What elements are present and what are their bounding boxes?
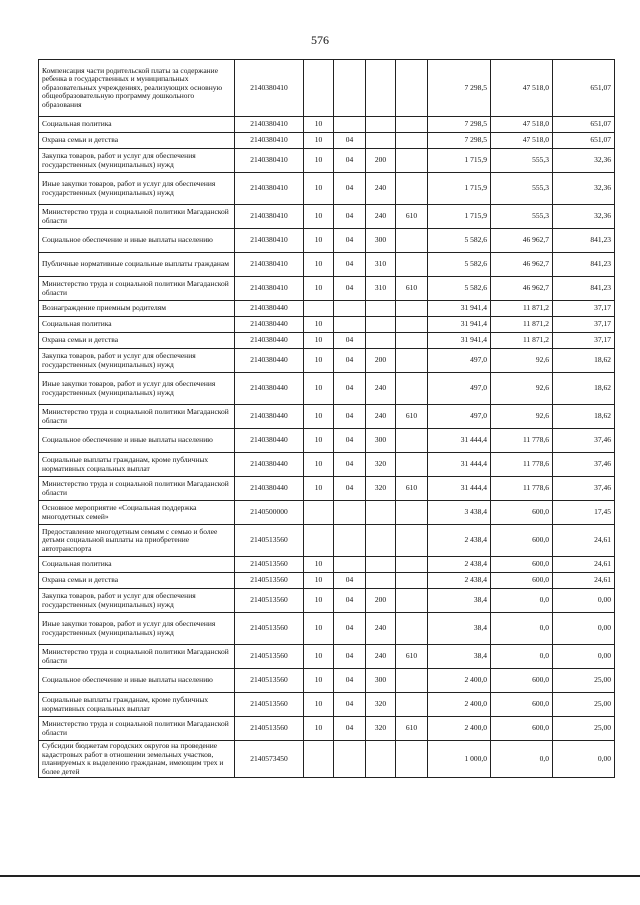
row-section-cell: 10	[304, 349, 334, 373]
table-row	[39, 373, 615, 405]
row-section-cell: 10	[304, 477, 334, 501]
row-code-cell: 2140380410	[235, 253, 304, 277]
row-value-3-cell: 32,36	[553, 205, 615, 229]
row-value-3-cell: 18,62	[553, 405, 615, 429]
row-expense-type-cell	[366, 501, 396, 525]
table-row	[39, 557, 615, 573]
row-value-1-cell: 2 400,0	[428, 669, 491, 693]
row-expense-type-cell	[366, 573, 396, 589]
row-section-cell: 10	[304, 117, 334, 133]
row-expense-type-cell: 240	[366, 613, 396, 645]
row-value-2-cell: 92,6	[491, 349, 553, 373]
row-code-cell: 2140513560	[235, 573, 304, 589]
row-code-cell: 2140380410	[235, 60, 304, 117]
row-subsection-cell: 04	[334, 253, 366, 277]
row-ved-cell: 610	[396, 645, 428, 669]
row-code-cell: 2140380440	[235, 477, 304, 501]
row-value-2-cell: 47 518,0	[491, 133, 553, 149]
row-section-cell: 10	[304, 669, 334, 693]
row-expense-type-cell	[366, 117, 396, 133]
row-ved-cell	[396, 373, 428, 405]
row-code-cell: 2140380410	[235, 117, 304, 133]
row-value-2-cell: 600,0	[491, 557, 553, 573]
bottom-rule	[0, 875, 640, 877]
row-subsection-cell	[334, 741, 366, 778]
row-ved-cell: 610	[396, 717, 428, 741]
row-value-3-cell: 37,46	[553, 453, 615, 477]
row-name-cell: Закупка товаров, работ и услуг для обеспечения государственных (муниципальных) нужд	[39, 349, 235, 373]
row-value-1-cell: 38,4	[428, 613, 491, 645]
row-ved-cell	[396, 60, 428, 117]
row-subsection-cell	[334, 557, 366, 573]
row-expense-type-cell	[366, 741, 396, 778]
row-expense-type-cell: 240	[366, 405, 396, 429]
row-value-3-cell: 37,46	[553, 429, 615, 453]
table-row	[39, 645, 615, 669]
table-row	[39, 317, 615, 333]
row-subsection-cell: 04	[334, 717, 366, 741]
row-expense-type-cell: 240	[366, 205, 396, 229]
table-row	[39, 253, 615, 277]
row-value-3-cell: 841,23	[553, 229, 615, 253]
row-value-1-cell: 31 941,4	[428, 333, 491, 349]
table-row	[39, 133, 615, 149]
row-value-1-cell: 7 298,5	[428, 60, 491, 117]
row-name-cell: Иные закупки товаров, работ и услуг для обеспечения государственных (муниципальных) нужд	[39, 373, 235, 405]
page-number: 576	[311, 33, 329, 47]
row-value-2-cell: 11 778,6	[491, 453, 553, 477]
row-ved-cell	[396, 173, 428, 205]
row-code-cell: 2140380410	[235, 205, 304, 229]
row-value-1-cell: 1 715,9	[428, 173, 491, 205]
row-subsection-cell: 04	[334, 405, 366, 429]
row-value-3-cell: 25,00	[553, 693, 615, 717]
row-code-cell: 2140380410	[235, 173, 304, 205]
row-ved-cell	[396, 253, 428, 277]
row-expense-type-cell: 300	[366, 229, 396, 253]
row-section-cell: 10	[304, 429, 334, 453]
row-ved-cell: 610	[396, 405, 428, 429]
row-name-cell: Социальное обеспечение и иные выплаты населению	[39, 229, 235, 253]
row-value-2-cell: 0,0	[491, 741, 553, 778]
row-value-3-cell: 24,61	[553, 525, 615, 557]
row-name-cell: Публичные нормативные социальные выплаты гражданам	[39, 253, 235, 277]
row-subsection-cell: 04	[334, 573, 366, 589]
row-expense-type-cell	[366, 133, 396, 149]
row-ved-cell: 610	[396, 205, 428, 229]
row-subsection-cell: 04	[334, 645, 366, 669]
table-body	[39, 60, 615, 778]
row-code-cell: 2140380440	[235, 317, 304, 333]
table-row	[39, 349, 615, 373]
row-value-3-cell: 32,36	[553, 149, 615, 173]
row-value-2-cell: 0,0	[491, 589, 553, 613]
row-name-cell: Предоставление многодетным семьям с семью и более детьми социальной выплаты на приобретение автотранспорта	[39, 525, 235, 557]
row-name-cell: Закупка товаров, работ и услуг для обеспечения государственных (муниципальных) нужд	[39, 589, 235, 613]
row-section-cell: 10	[304, 173, 334, 205]
row-value-1-cell: 5 582,6	[428, 253, 491, 277]
row-value-3-cell: 18,62	[553, 373, 615, 405]
row-subsection-cell	[334, 301, 366, 317]
row-value-2-cell: 555,3	[491, 173, 553, 205]
row-section-cell: 10	[304, 253, 334, 277]
row-expense-type-cell: 320	[366, 717, 396, 741]
row-value-1-cell: 2 438,4	[428, 525, 491, 557]
row-name-cell: Социальная политика	[39, 117, 235, 133]
row-expense-type-cell: 300	[366, 669, 396, 693]
row-value-3-cell: 32,36	[553, 173, 615, 205]
row-expense-type-cell: 200	[366, 349, 396, 373]
row-subsection-cell	[334, 117, 366, 133]
row-subsection-cell: 04	[334, 133, 366, 149]
row-name-cell: Субсидии бюджетам городских округов на проведение кадастровых работ в отношении земельных участков, планируемых к выделению гражданам, имеющим трех и более детей	[39, 741, 235, 778]
row-value-1-cell: 1 715,9	[428, 205, 491, 229]
table-row	[39, 277, 615, 301]
row-value-3-cell: 24,61	[553, 573, 615, 589]
row-value-1-cell: 5 582,6	[428, 277, 491, 301]
table-row	[39, 301, 615, 317]
row-section-cell: 10	[304, 317, 334, 333]
row-value-1-cell: 7 298,5	[428, 133, 491, 149]
row-value-2-cell: 92,6	[491, 373, 553, 405]
row-code-cell: 2140380440	[235, 333, 304, 349]
table-row	[39, 501, 615, 525]
row-value-3-cell: 0,00	[553, 613, 615, 645]
row-value-3-cell: 18,62	[553, 349, 615, 373]
row-value-2-cell: 11 778,6	[491, 429, 553, 453]
row-name-cell: Министерство труда и социальной политики Магаданской области	[39, 477, 235, 501]
row-value-2-cell: 0,0	[491, 613, 553, 645]
row-code-cell: 2140500000	[235, 501, 304, 525]
table-row	[39, 613, 615, 645]
row-section-cell	[304, 301, 334, 317]
row-name-cell: Охрана семьи и детства	[39, 573, 235, 589]
row-ved-cell	[396, 349, 428, 373]
row-value-3-cell: 841,23	[553, 277, 615, 301]
row-subsection-cell: 04	[334, 453, 366, 477]
table-row	[39, 453, 615, 477]
row-expense-type-cell	[366, 317, 396, 333]
row-value-1-cell: 2 438,4	[428, 573, 491, 589]
row-name-cell: Социальная политика	[39, 557, 235, 573]
row-code-cell: 2140380410	[235, 149, 304, 173]
row-value-1-cell: 2 400,0	[428, 717, 491, 741]
row-value-2-cell: 600,0	[491, 573, 553, 589]
row-ved-cell	[396, 501, 428, 525]
row-subsection-cell: 04	[334, 229, 366, 253]
row-value-3-cell: 0,00	[553, 589, 615, 613]
row-ved-cell	[396, 333, 428, 349]
row-value-2-cell: 600,0	[491, 669, 553, 693]
row-value-3-cell: 25,00	[553, 669, 615, 693]
row-ved-cell	[396, 613, 428, 645]
row-expense-type-cell	[366, 333, 396, 349]
row-subsection-cell: 04	[334, 205, 366, 229]
row-value-1-cell: 31 444,4	[428, 453, 491, 477]
row-value-2-cell: 46 962,7	[491, 229, 553, 253]
table-row	[39, 173, 615, 205]
row-ved-cell	[396, 429, 428, 453]
table-row	[39, 693, 615, 717]
row-value-3-cell: 37,17	[553, 301, 615, 317]
row-value-2-cell: 0,0	[491, 645, 553, 669]
row-value-1-cell: 3 438,4	[428, 501, 491, 525]
row-subsection-cell: 04	[334, 173, 366, 205]
table-row	[39, 229, 615, 253]
row-value-3-cell: 651,07	[553, 60, 615, 117]
row-code-cell: 2140380440	[235, 301, 304, 317]
row-value-2-cell: 47 518,0	[491, 117, 553, 133]
row-ved-cell	[396, 669, 428, 693]
table-row	[39, 477, 615, 501]
row-name-cell: Компенсация части родительской платы за содержание ребенка в государственных и муниципальных образовательных учреждениях, реализующих основную общеобразовательную программу дошкольного образования	[39, 60, 235, 117]
row-section-cell	[304, 525, 334, 557]
row-value-2-cell: 600,0	[491, 717, 553, 741]
row-subsection-cell: 04	[334, 277, 366, 301]
row-value-3-cell: 37,46	[553, 477, 615, 501]
row-ved-cell	[396, 117, 428, 133]
row-ved-cell	[396, 741, 428, 778]
row-value-2-cell: 600,0	[491, 525, 553, 557]
row-ved-cell	[396, 557, 428, 573]
row-ved-cell	[396, 301, 428, 317]
row-ved-cell	[396, 133, 428, 149]
row-expense-type-cell: 240	[366, 645, 396, 669]
row-section-cell: 10	[304, 405, 334, 429]
row-expense-type-cell: 310	[366, 253, 396, 277]
row-value-1-cell: 38,4	[428, 589, 491, 613]
row-code-cell: 2140380440	[235, 453, 304, 477]
row-section-cell: 10	[304, 693, 334, 717]
table-row	[39, 669, 615, 693]
row-expense-type-cell: 320	[366, 693, 396, 717]
row-code-cell: 2140513560	[235, 557, 304, 573]
row-value-3-cell: 24,61	[553, 557, 615, 573]
row-section-cell: 10	[304, 717, 334, 741]
row-subsection-cell	[334, 60, 366, 117]
row-section-cell: 10	[304, 573, 334, 589]
row-value-2-cell: 47 518,0	[491, 60, 553, 117]
row-expense-type-cell: 240	[366, 173, 396, 205]
table-row	[39, 573, 615, 589]
row-value-1-cell: 31 444,4	[428, 477, 491, 501]
row-name-cell: Министерство труда и социальной политики Магаданской области	[39, 405, 235, 429]
table-row	[39, 333, 615, 349]
row-subsection-cell: 04	[334, 613, 366, 645]
row-expense-type-cell: 200	[366, 589, 396, 613]
row-subsection-cell: 04	[334, 477, 366, 501]
row-section-cell: 10	[304, 613, 334, 645]
row-name-cell: Иные закупки товаров, работ и услуг для обеспечения государственных (муниципальных) нужд	[39, 613, 235, 645]
row-value-2-cell: 11 871,2	[491, 317, 553, 333]
row-code-cell: 2140380440	[235, 373, 304, 405]
row-value-1-cell: 31 444,4	[428, 429, 491, 453]
row-value-2-cell: 46 962,7	[491, 277, 553, 301]
row-expense-type-cell	[366, 557, 396, 573]
row-value-3-cell: 0,00	[553, 645, 615, 669]
row-value-2-cell: 600,0	[491, 693, 553, 717]
budget-table	[38, 59, 615, 778]
row-section-cell: 10	[304, 453, 334, 477]
row-section-cell: 10	[304, 645, 334, 669]
row-subsection-cell	[334, 525, 366, 557]
row-expense-type-cell: 310	[366, 277, 396, 301]
row-value-1-cell: 31 941,4	[428, 317, 491, 333]
table-row	[39, 205, 615, 229]
table-row	[39, 60, 615, 117]
row-section-cell	[304, 60, 334, 117]
row-code-cell: 2140513560	[235, 525, 304, 557]
row-value-2-cell: 11 778,6	[491, 477, 553, 501]
row-code-cell: 2140380440	[235, 405, 304, 429]
row-section-cell: 10	[304, 277, 334, 301]
row-code-cell: 2140513560	[235, 645, 304, 669]
row-value-1-cell: 497,0	[428, 373, 491, 405]
row-value-1-cell: 1 715,9	[428, 149, 491, 173]
row-ved-cell	[396, 573, 428, 589]
row-code-cell: 2140380440	[235, 429, 304, 453]
row-value-1-cell: 2 400,0	[428, 693, 491, 717]
row-value-1-cell: 7 298,5	[428, 117, 491, 133]
row-expense-type-cell	[366, 525, 396, 557]
row-ved-cell	[396, 589, 428, 613]
row-name-cell: Министерство труда и социальной политики Магаданской области	[39, 277, 235, 301]
row-name-cell: Охрана семьи и детства	[39, 333, 235, 349]
row-section-cell: 10	[304, 557, 334, 573]
row-value-1-cell: 5 582,6	[428, 229, 491, 253]
row-value-3-cell: 25,00	[553, 717, 615, 741]
row-ved-cell	[396, 317, 428, 333]
row-ved-cell	[396, 229, 428, 253]
row-value-2-cell: 46 962,7	[491, 253, 553, 277]
row-value-3-cell: 651,07	[553, 133, 615, 149]
row-name-cell: Министерство труда и социальной политики Магаданской области	[39, 205, 235, 229]
row-subsection-cell	[334, 317, 366, 333]
row-code-cell: 2140513560	[235, 717, 304, 741]
row-ved-cell: 610	[396, 477, 428, 501]
row-section-cell: 10	[304, 589, 334, 613]
row-code-cell: 2140513560	[235, 613, 304, 645]
row-ved-cell: 610	[396, 277, 428, 301]
row-name-cell: Охрана семьи и детства	[39, 133, 235, 149]
row-section-cell: 10	[304, 229, 334, 253]
table-row	[39, 717, 615, 741]
row-section-cell: 10	[304, 373, 334, 405]
row-code-cell: 2140380440	[235, 349, 304, 373]
row-name-cell: Министерство труда и социальной политики Магаданской области	[39, 645, 235, 669]
row-subsection-cell: 04	[334, 333, 366, 349]
row-section-cell: 10	[304, 133, 334, 149]
row-value-3-cell: 37,17	[553, 333, 615, 349]
row-name-cell: Социальное обеспечение и иные выплаты населению	[39, 429, 235, 453]
row-expense-type-cell	[366, 60, 396, 117]
row-code-cell: 2140513560	[235, 589, 304, 613]
table-row	[39, 117, 615, 133]
row-ved-cell	[396, 453, 428, 477]
row-value-3-cell: 841,23	[553, 253, 615, 277]
row-name-cell: Министерство труда и социальной политики Магаданской области	[39, 717, 235, 741]
row-value-2-cell: 92,6	[491, 405, 553, 429]
row-ved-cell	[396, 149, 428, 173]
row-value-2-cell: 11 871,2	[491, 301, 553, 317]
row-subsection-cell: 04	[334, 149, 366, 173]
row-value-1-cell: 497,0	[428, 405, 491, 429]
row-section-cell: 10	[304, 333, 334, 349]
row-ved-cell	[396, 525, 428, 557]
row-value-1-cell: 2 438,4	[428, 557, 491, 573]
row-expense-type-cell: 300	[366, 429, 396, 453]
row-subsection-cell: 04	[334, 669, 366, 693]
row-value-2-cell: 555,3	[491, 205, 553, 229]
row-subsection-cell: 04	[334, 693, 366, 717]
row-expense-type-cell: 240	[366, 373, 396, 405]
row-value-1-cell: 38,4	[428, 645, 491, 669]
table-row	[39, 741, 615, 778]
row-name-cell: Основное мероприятие «Социальная поддержка многодетных семей»	[39, 501, 235, 525]
row-code-cell: 2140380410	[235, 229, 304, 253]
row-name-cell: Социальная политика	[39, 317, 235, 333]
row-code-cell: 2140573450	[235, 741, 304, 778]
row-expense-type-cell: 320	[366, 477, 396, 501]
table-row	[39, 525, 615, 557]
row-name-cell: Иные закупки товаров, работ и услуг для обеспечения государственных (муниципальных) нужд	[39, 173, 235, 205]
row-subsection-cell: 04	[334, 429, 366, 453]
row-name-cell: Закупка товаров, работ и услуг для обеспечения государственных (муниципальных) нужд	[39, 149, 235, 173]
row-section-cell	[304, 501, 334, 525]
row-subsection-cell: 04	[334, 349, 366, 373]
row-section-cell	[304, 741, 334, 778]
row-ved-cell	[396, 693, 428, 717]
row-subsection-cell: 04	[334, 589, 366, 613]
row-code-cell: 2140380410	[235, 133, 304, 149]
row-value-3-cell: 17,45	[553, 501, 615, 525]
row-name-cell: Социальные выплаты гражданам, кроме публичных нормативных социальных выплат	[39, 453, 235, 477]
row-subsection-cell	[334, 501, 366, 525]
row-name-cell: Социальное обеспечение и иные выплаты населению	[39, 669, 235, 693]
row-expense-type-cell: 320	[366, 453, 396, 477]
table-row	[39, 405, 615, 429]
table-row	[39, 149, 615, 173]
row-subsection-cell: 04	[334, 373, 366, 405]
row-code-cell: 2140380410	[235, 277, 304, 301]
row-code-cell: 2140513560	[235, 693, 304, 717]
row-expense-type-cell	[366, 301, 396, 317]
row-value-2-cell: 555,3	[491, 149, 553, 173]
row-code-cell: 2140513560	[235, 669, 304, 693]
table-row	[39, 429, 615, 453]
row-section-cell: 10	[304, 149, 334, 173]
row-value-2-cell: 11 871,2	[491, 333, 553, 349]
row-name-cell: Социальные выплаты гражданам, кроме публичных нормативных социальных выплат	[39, 693, 235, 717]
row-expense-type-cell: 200	[366, 149, 396, 173]
row-value-3-cell: 651,07	[553, 117, 615, 133]
row-value-1-cell: 1 000,0	[428, 741, 491, 778]
row-value-3-cell: 37,17	[553, 317, 615, 333]
row-value-1-cell: 31 941,4	[428, 301, 491, 317]
table-row	[39, 589, 615, 613]
row-value-1-cell: 497,0	[428, 349, 491, 373]
row-name-cell: Вознаграждение приемным родителям	[39, 301, 235, 317]
row-value-3-cell: 0,00	[553, 741, 615, 778]
row-section-cell: 10	[304, 205, 334, 229]
row-value-2-cell: 600,0	[491, 501, 553, 525]
